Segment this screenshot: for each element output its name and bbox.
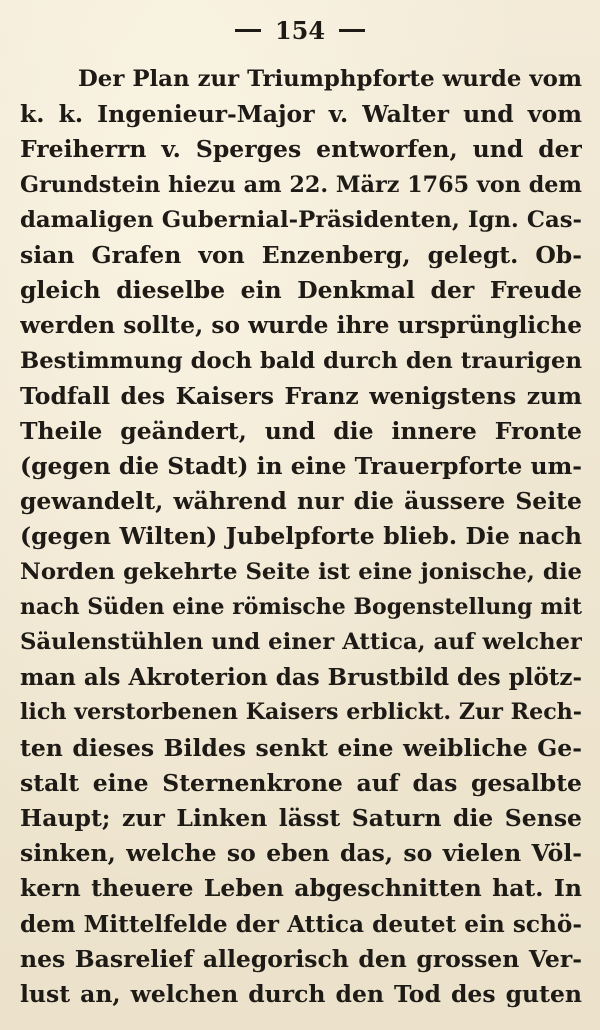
text-line: (gegen Wilten) Jubelpforte blieb. Die nach [20, 522, 582, 551]
text-line: nach Süden eine römische Bogenstellung mit [20, 593, 582, 620]
text-line: stalt eine Sternenkrone auf das gesalbte [20, 768, 582, 797]
text-line: Norden gekehrte Seite ist eine jonische, die [20, 558, 582, 585]
text-line: k. k. Ingenieur-Major v. Walter und vom [20, 100, 582, 129]
text-line: man als Akroterion das Brustbild des plötz- [20, 664, 582, 692]
text-line: ten dieses Bildes senkt eine weibliche Ge- [20, 733, 582, 762]
header-dash-right [339, 29, 365, 32]
text-line: (gegen die Stadt) in eine Trauerpforte um- [20, 452, 582, 481]
text-line: Der Plan zur Triumphpforte wurde vom [78, 66, 582, 92]
text-line: damaligen Gubernial-Präsidenten, Ign. Cas- [20, 206, 582, 233]
page-number: 154 [274, 15, 326, 45]
text-line: Bestimmung doch bald durch den traurigen [20, 347, 582, 374]
text-line: sian Grafen von Enzenberg, gelegt. Ob- [20, 240, 582, 269]
text-line: kern theuere Leben abgeschnitten hat. In [20, 874, 582, 903]
body-text [20, 62, 582, 1012]
text-line: Säulenstühlen und einer Attica, auf welcher [20, 629, 582, 655]
text-line: Grundstein hiezu am 22. März 1765 von dem [20, 171, 582, 198]
text-line: Haupt; zur Linken lässt Saturn die Sense [20, 803, 582, 832]
text-line: Freiherrn v. Sperges entworfen, und der [20, 135, 582, 164]
text-line: gleich dieselbe ein Denkmal der Freude [20, 276, 582, 305]
text-line: Todfall des Kaisers Franz wenigstens zum [20, 381, 582, 410]
text-line: lich verstorbenen Kaisers erblickt. Zur Rech- [20, 699, 582, 726]
text-line: werden sollte, so wurde ihre ursprüngliche [20, 312, 582, 340]
text-line: lust an, welchen durch den Tod des guten [20, 979, 582, 1008]
text-line: dem Mittelfelde der Attica deutet ein schö- [20, 910, 582, 938]
text-line: sinken, welche so eben das, so vielen Völ- [20, 839, 582, 868]
page-header [0, 10, 600, 50]
text-line: gewandelt, während nur die äussere Seite [20, 487, 582, 516]
text-line: nes Basrelief allegorisch den grossen Ver- [20, 944, 582, 973]
text-line: Theile geändert, und die innere Fronte [20, 416, 582, 445]
header-dash-left [235, 29, 261, 32]
